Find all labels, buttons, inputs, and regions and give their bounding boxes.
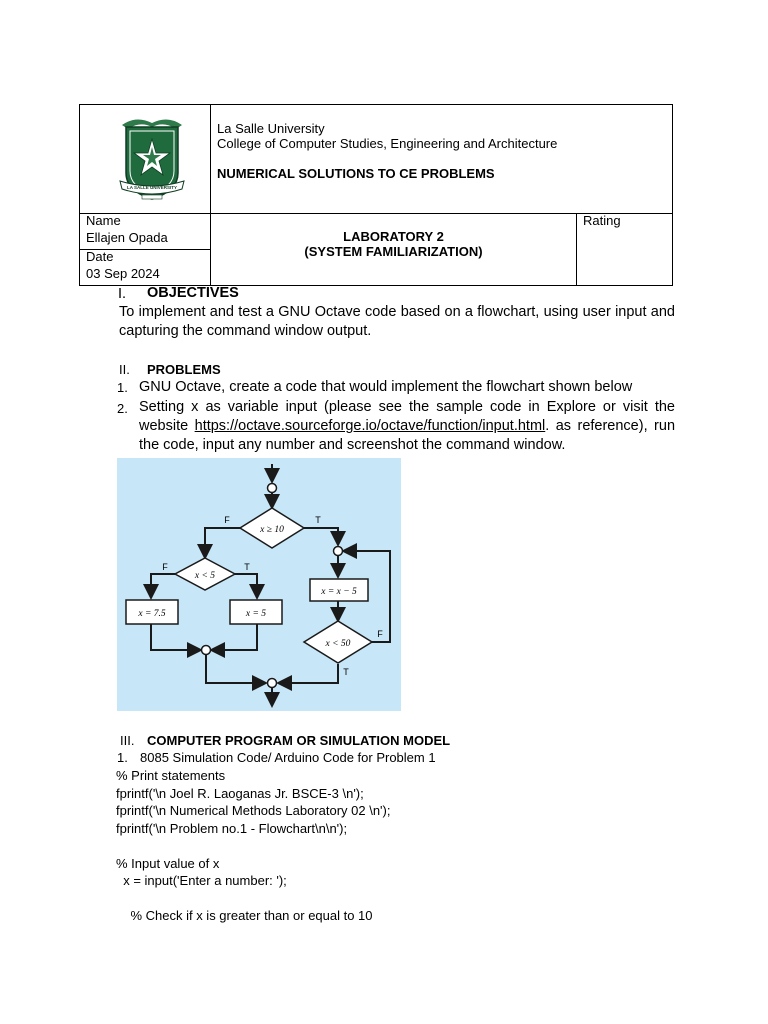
name-label: Name bbox=[86, 213, 121, 228]
flowchart-svg bbox=[117, 458, 401, 711]
course-title: NUMERICAL SOLUTIONS TO CE PROBLEMS bbox=[217, 166, 495, 181]
name-value: Ellajen Opada bbox=[86, 230, 168, 245]
svg-text:LA SALLE UNIVERSITY: LA SALLE UNIVERSITY bbox=[126, 185, 178, 190]
code-line: % Print statements bbox=[116, 768, 226, 783]
rating-label: Rating bbox=[583, 213, 621, 228]
process-x-minus-5-label: x = x − 5 bbox=[321, 587, 357, 597]
code-line: x = input('Enter a number: '); bbox=[116, 873, 287, 888]
process-x-7-5-label: x = 7.5 bbox=[138, 609, 166, 619]
lab-title: LABORATORY 2 bbox=[343, 229, 444, 244]
problem-1-number: 1. bbox=[117, 380, 128, 395]
section3-sub-heading: 8085 Simulation Code/ Arduino Code for Problem 1 bbox=[140, 750, 436, 765]
decision-x-ge-10-label: x ≥ 10 bbox=[260, 525, 284, 535]
college-name: College of Computer Studies, Engineering and Architecture bbox=[217, 136, 558, 151]
date-value: 03 Sep 2024 bbox=[86, 266, 160, 281]
header-table bbox=[79, 104, 673, 286]
section3-heading: COMPUTER PROGRAM OR SIMULATION MODEL bbox=[147, 733, 451, 748]
problem-2-text-b: . as reference), run the code, input any number and screenshot the command window. bbox=[139, 418, 676, 453]
rating-divider bbox=[576, 213, 577, 286]
code-line: % Input value of x bbox=[116, 855, 220, 871]
section3-sub-number: 1. bbox=[117, 750, 128, 765]
branch-label-right-f: F bbox=[377, 629, 383, 639]
code-line: fprintf('\n Problem no.1 - Flowchart\n\n'); bbox=[116, 820, 348, 836]
code-line bbox=[116, 837, 390, 855]
problem-1-text: GNU Octave, create a code that would implement the flowchart shown below bbox=[139, 379, 633, 395]
code-line bbox=[116, 890, 390, 908]
flowchart-merge-node bbox=[202, 646, 211, 655]
flowchart-figure bbox=[117, 458, 401, 711]
lab-subtitle: (SYSTEM FAMILIARIZATION) bbox=[304, 244, 483, 259]
logo-emblem-icon bbox=[116, 113, 188, 207]
problem-2-text bbox=[139, 398, 675, 455]
branch-label-left-f: F bbox=[162, 562, 168, 572]
problems-heading: PROBLEMS bbox=[147, 362, 221, 377]
branch-label-left-t: T bbox=[244, 562, 250, 572]
flowchart-loop-node bbox=[334, 547, 343, 556]
branch-label-right-t: T bbox=[343, 667, 349, 677]
flowchart-end-node bbox=[268, 679, 277, 688]
branch-label-top-t: T bbox=[315, 515, 321, 525]
code-line: fprintf('\n Joel R. Laoganas Jr. BSCE-3 \n'); bbox=[116, 785, 364, 801]
problems-numeral: II. bbox=[119, 362, 130, 377]
objectives-body: To implement and test a GNU Octave code based on a flowchart, using user input and capturing the command window output. bbox=[119, 304, 675, 339]
code-line: fprintf('\n Numerical Methods Laboratory 02 \n'); bbox=[116, 803, 391, 818]
objectives-heading: OBJECTIVES bbox=[147, 285, 239, 301]
date-label: Date bbox=[86, 249, 114, 264]
university-logo bbox=[116, 113, 188, 207]
problem-2-number: 2. bbox=[117, 401, 128, 416]
decision-x-lt-5-label: x < 5 bbox=[194, 571, 216, 581]
section3-numeral: III. bbox=[120, 733, 135, 748]
flowchart-start-node bbox=[268, 484, 277, 493]
university-name: La Salle University bbox=[217, 121, 325, 136]
decision-x-lt-50-label: x < 50 bbox=[325, 639, 351, 649]
code-line: % Check if x is greater than or equal to 10 bbox=[116, 908, 373, 923]
branch-label-top-f: F bbox=[224, 515, 230, 525]
objectives-numeral: I. bbox=[118, 286, 127, 302]
code-block bbox=[116, 767, 390, 925]
process-x-5-label: x = 5 bbox=[245, 609, 267, 619]
octave-input-link[interactable]: https://octave.sourceforge.io/octave/function/input.html bbox=[194, 418, 546, 434]
problem-2-text-a: Setting x as variable input (please see the sample code in Explore or visit the website bbox=[139, 399, 675, 434]
